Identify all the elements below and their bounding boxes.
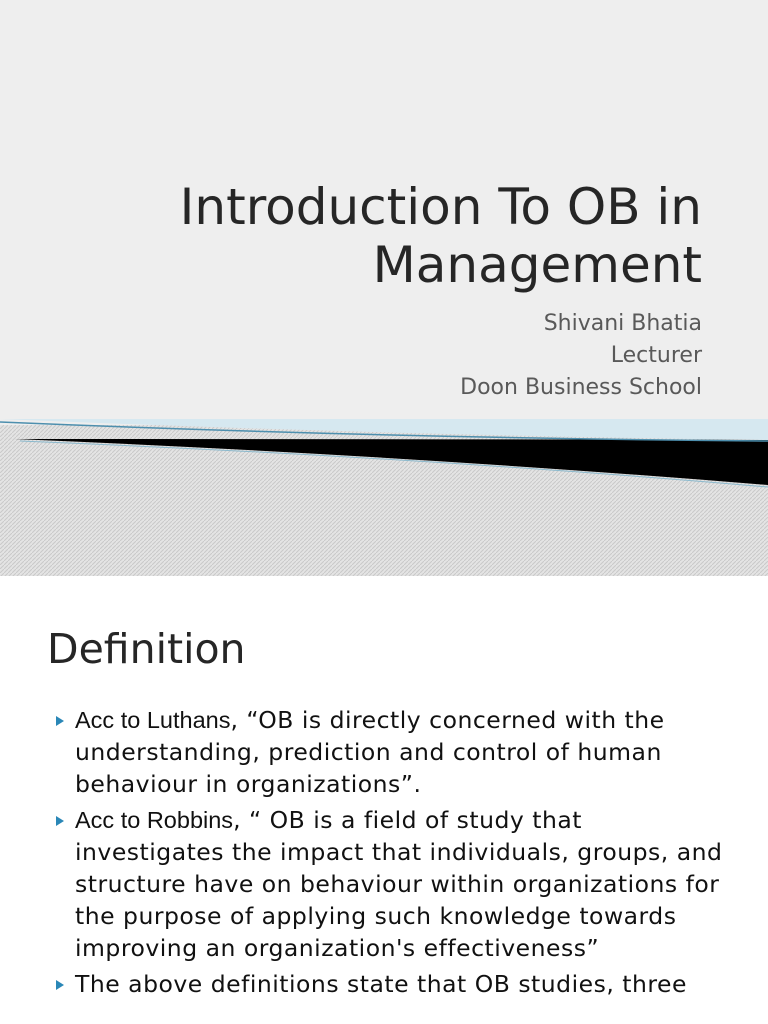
presenter-name: Shivani Bhatia bbox=[543, 311, 702, 336]
bullet-text: , “ OB is a field of study that investigates the impact that individuals, groups, and structure have on behaviour within organizations for the purpose of applying such knowledge towards improving an organization's effectiveness” bbox=[75, 806, 723, 962]
slide-title: Introduction To OB in Management bbox=[179, 178, 702, 294]
triangle-bullet-icon bbox=[56, 816, 64, 826]
decorative-swoosh bbox=[0, 405, 768, 576]
bullet-list bbox=[50, 704, 730, 1004]
slide-heading: Definition bbox=[47, 625, 246, 673]
triangle-bullet-icon bbox=[56, 716, 64, 726]
bullet-text: , “OB is directly concerned with the understanding, prediction and control of human behaviour in organizations”. bbox=[75, 706, 665, 798]
list-item bbox=[50, 804, 730, 964]
presenter-institution: Doon Business School bbox=[460, 375, 702, 400]
triangle-bullet-icon bbox=[56, 980, 64, 990]
list-item bbox=[50, 968, 730, 1000]
definition-slide bbox=[0, 576, 768, 1024]
presenter-role: Lecturer bbox=[610, 343, 702, 368]
list-item bbox=[50, 704, 730, 800]
bullet-lead: Acc to Robbins bbox=[75, 807, 234, 833]
bullet-text: The above definitions state that OB studies, three bbox=[75, 970, 687, 998]
slide-subtitle bbox=[460, 308, 702, 404]
bullet-lead: Acc to Luthans bbox=[75, 707, 231, 733]
